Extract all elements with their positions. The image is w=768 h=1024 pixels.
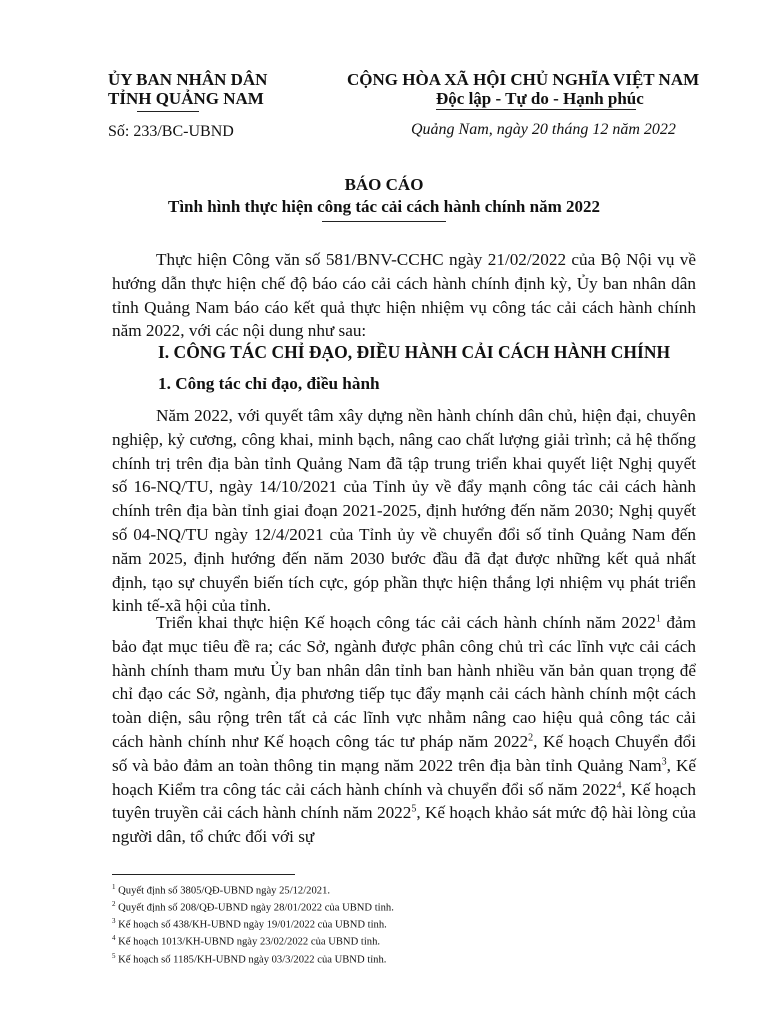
title-underline — [322, 221, 446, 222]
footnote-text: Quyết định số 3805/QĐ-UBND ngày 25/12/2021. — [115, 885, 331, 897]
motto-underline — [436, 109, 636, 110]
footnote-separator — [112, 874, 295, 875]
section-heading: I. CÔNG TÁC CHỈ ĐẠO, ĐIỀU HÀNH CẢI CÁCH HÀNH CHÍNH — [158, 342, 671, 362]
agency-underline — [137, 111, 199, 112]
agency-name-line1: ỦY BAN NHÂN DÂN — [108, 70, 268, 89]
body-paragraph-with-footnotes — [112, 611, 696, 849]
footnote-number: 2 — [112, 900, 116, 909]
subsection-heading: 1. Công tác chỉ đạo, điều hành — [158, 374, 380, 393]
footnote-number: 1 — [112, 883, 116, 891]
footnote-text: Kế hoạch số 438/KH-UBND ngày 19/01/2022 của UBND tỉnh. — [115, 919, 387, 931]
document-subtitle: Tình hình thực hiện công tác cải cách hành chính năm 2022 — [168, 197, 600, 216]
document-number: Số: 233/BC-UBND — [108, 123, 234, 140]
footnote-ref[interactable]: 2 — [528, 732, 534, 744]
footnote — [112, 898, 712, 915]
footnote — [112, 932, 712, 949]
paragraph-text: , Kế hoạch Kiểm tra công tác cải cách hành chính và chuyển đổi số năm 2022 — [112, 755, 696, 799]
paragraph-text: , Kế hoạch khảo sát mức độ hài lòng của người dân, tổ chức đối với sự — [112, 803, 696, 847]
footnote — [112, 950, 712, 967]
footnote-ref[interactable]: 4 — [616, 779, 622, 791]
place-and-date: Quảng Nam, ngày 20 tháng 12 năm 2022 — [411, 121, 676, 138]
footnote — [112, 915, 712, 932]
footnote-text: Kế hoạch 1013/KH-UBND ngày 23/02/2022 của UBND tỉnh. — [115, 936, 381, 948]
footnote-number: 3 — [112, 917, 116, 926]
national-title: CỘNG HÒA XÃ HỘI CHỦ NGHĨA VIỆT NAM — [347, 70, 700, 89]
agency-name-line2: TỈNH QUẢNG NAM — [108, 89, 264, 108]
body-paragraph: Năm 2022, với quyết tâm xây dựng nền hành chính dân chủ, hiện đại, chuyên nghiệp, kỷ cương, công khai, minh bạch, nâng cao chất lượng giải trình; cả hệ thống chính trị trên địa bàn tỉnh Quảng Nam đã tập trung triển khai quyết liệt Nghị quyết số 16-NQ/TU, ngày 14/10/2021 của Tỉnh ủy về đẩy mạnh công tác cải cách hành chính trên địa bàn tỉnh giai đoạn 2021-2025, định hướng đến năm 2030; Nghị quyết số 04-NQ/TU ngày 12/4/2021 của Tỉnh ủy về chuyển đổi số tỉnh Quảng Nam đến năm 2025, định hướng đến năm 2030 bước đầu đã đạt được những kết quả nhất định, tạo sự chuyển biến tích cực, góp phần thực hiện thắng lợi nhiệm vụ phát triển kinh tế-xã hội của tỉnh. — [112, 406, 696, 616]
footnote-ref[interactable]: 1 — [655, 613, 661, 625]
footnotes — [112, 881, 712, 967]
national-motto: Độc lập - Tự do - Hạnh phúc — [436, 89, 644, 108]
footnote-number: 4 — [112, 934, 116, 943]
paragraph-text: Triển khai thực hiện Kế hoạch công tác cải cách hành chính năm 2022 — [156, 613, 656, 632]
paragraph-text: đảm bảo đạt mục tiêu đề ra; các Sở, ngành được phân công chủ trì các lĩnh vực cải cách hành chính tham mưu Ủy ban nhân dân tỉnh ban hành nhiều văn bản quan trọng để chỉ đạo các Sở, ngành, địa phương tiếp tục đẩy mạnh cải cách hành chính một cách toàn diện, sâu rộng trên tất cả các lĩnh vực nhằm nâng cao hiệu quả công tác cải cách hành chính như Kế hoạch công tác tư pháp năm 2022 — [112, 613, 696, 751]
footnote-text: Quyết định số 208/QĐ-UBND ngày 28/01/2022 của UBND tỉnh. — [115, 902, 394, 914]
intro-paragraph: Thực hiện Công văn số 581/BNV-CCHC ngày 21/02/2022 của Bộ Nội vụ về hướng dẫn thực hiện chế độ báo cáo cải cách hành chính định kỳ, Ủy ban nhân dân tỉnh Quảng Nam báo cáo kết quả thực hiện nhiệm vụ công tác cải cách hành chính năm 2022, với các nội dung như sau: — [112, 250, 696, 341]
footnote-number: 5 — [112, 951, 116, 960]
footnote-ref[interactable]: 3 — [661, 756, 667, 768]
document-title: BÁO CÁO — [344, 175, 424, 194]
footnote — [112, 881, 712, 898]
footnote-ref[interactable]: 5 — [411, 803, 417, 815]
paragraph-text: , Kế hoạch tuyên truyền cải cách hành chính năm 2022 — [112, 779, 696, 823]
paragraph-text: , Kế hoạch Chuyển đổi số và bảo đảm an toàn thông tin mạng năm 2022 trên địa bàn tỉnh Quảng Nam — [112, 731, 696, 775]
footnote-text: Kế hoạch số 1185/KH-UBND ngày 03/3/2022 của UBND tỉnh. — [115, 954, 387, 966]
